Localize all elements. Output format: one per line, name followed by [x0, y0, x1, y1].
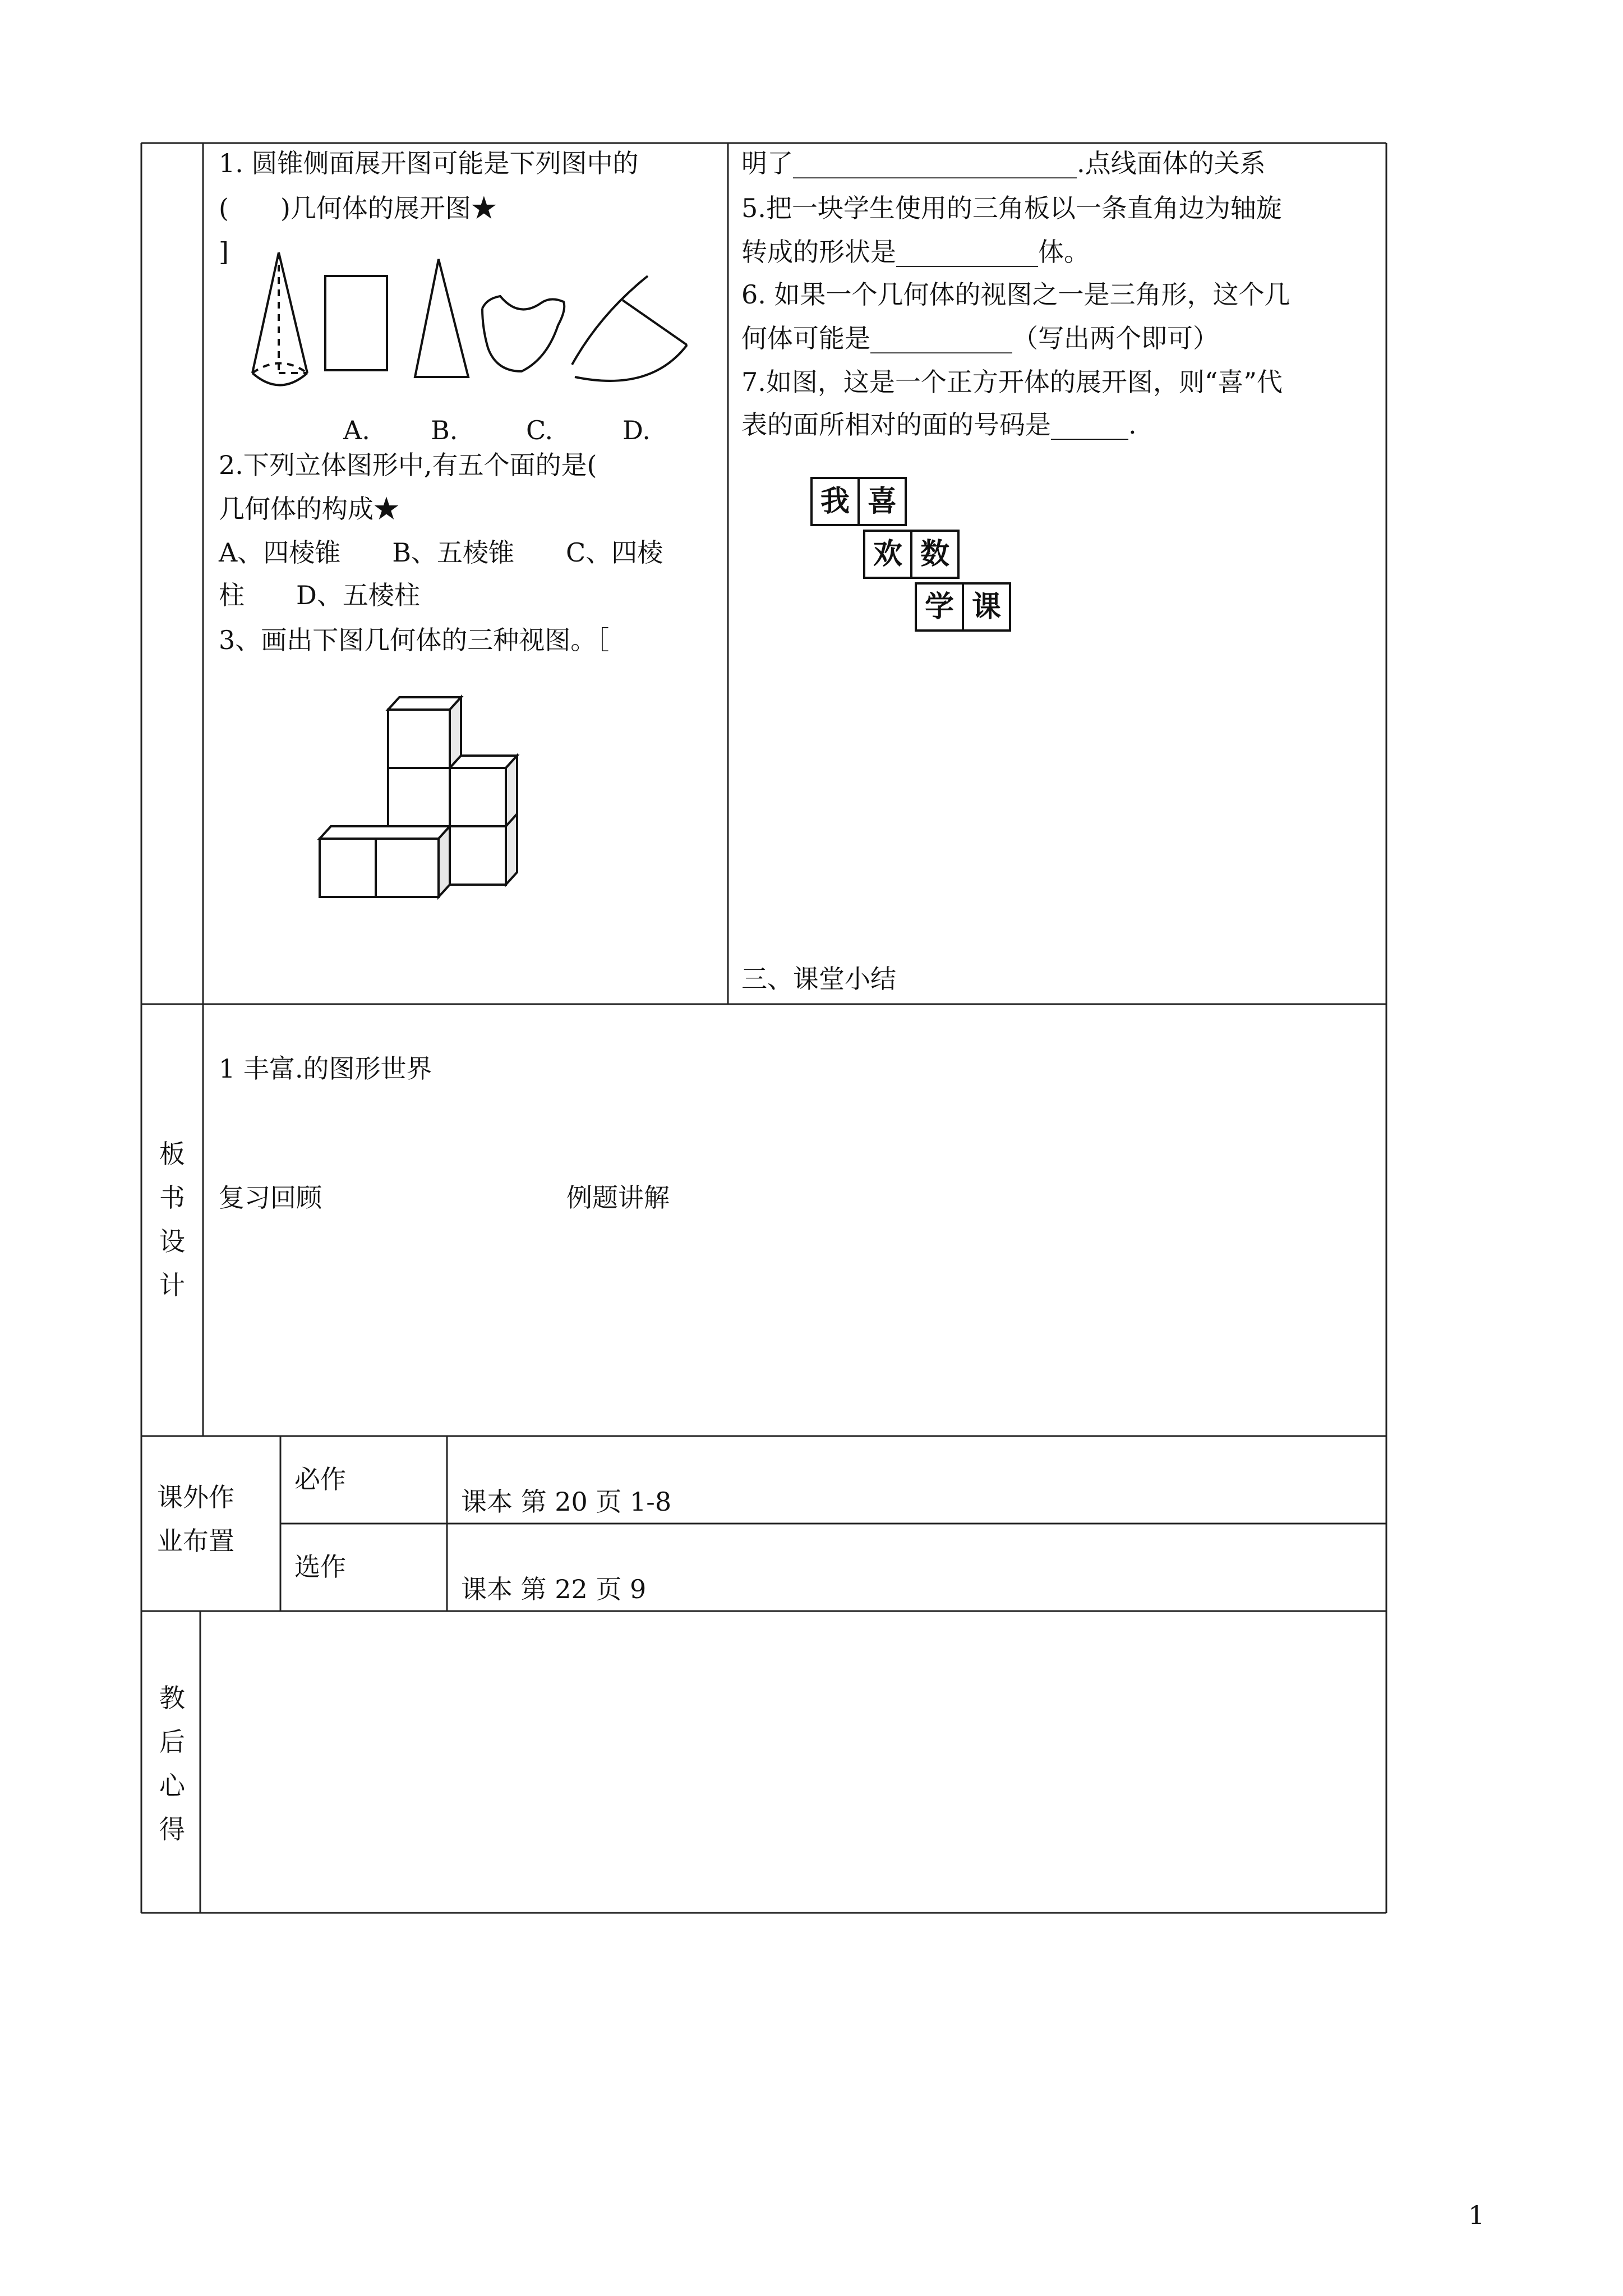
optional-content: 课本 第 22 页 9 — [461, 1574, 647, 1604]
question-1-line-3: ] — [219, 237, 229, 267]
rectangle-figure — [325, 276, 387, 370]
question-5-line-2: 转成的形状是___________体。 — [741, 237, 1090, 267]
required-label: 必作 — [294, 1464, 346, 1494]
triangle-figure — [415, 259, 468, 377]
question-2-options-line-2: 柱 D、五棱柱 — [219, 580, 420, 610]
question-1-line-1: 1. 圆锥侧面展开图可能是下列图中的 — [219, 148, 639, 178]
question-6-line-2: 何体可能是___________（写出两个即可） — [741, 323, 1219, 353]
homework-label-line-1: 课外作 — [157, 1482, 234, 1512]
cube-net-figure — [810, 477, 1018, 645]
question-7-line-1: 7.如图，这是一个正方开体的展开图，则“喜”代 — [741, 367, 1283, 397]
net-cell: 数 — [910, 530, 960, 579]
required-content: 课本 第 20 页 1-8 — [461, 1487, 672, 1517]
question-1-line-2: ( )几何体的展开图★ — [219, 193, 497, 223]
net-cell: 喜 — [857, 477, 907, 526]
curved-sector-figure — [572, 276, 687, 381]
option-d-label: D. — [623, 415, 651, 445]
net-cell: 我 — [810, 477, 860, 526]
net-cell: 课 — [962, 582, 1011, 632]
reflection-label: 教后心得 — [159, 1683, 185, 1844]
optional-label: 选作 — [294, 1552, 346, 1582]
option-c-label: C. — [526, 415, 554, 445]
question-2-line-1: 2.下列立体图形中,有五个面的是( — [219, 450, 597, 480]
class-summary-heading: 三、课堂小结 — [741, 964, 896, 994]
page-number: 1 — [1468, 2200, 1485, 2230]
stacked-cubes-figure — [314, 693, 527, 900]
board-review-label: 复习回顾 — [219, 1182, 322, 1213]
question-6-line-1: 6. 如果一个几何体的视图之一是三角形，这个几 — [741, 279, 1290, 310]
question-2-line-2: 几何体的构成★ — [219, 494, 399, 524]
question-5-line-1: 5.把一块学生使用的三角板以一条直角边为轴旋 — [741, 193, 1282, 223]
cone-figure — [252, 252, 307, 385]
question-3-line-1: 3、画出下图几何体的三种视图。［ — [219, 625, 610, 655]
board-examples-label: 例题讲解 — [566, 1182, 670, 1213]
sector-figure — [482, 296, 564, 371]
board-design-label: 板书设计 — [159, 1139, 185, 1300]
board-design-title: 1 丰富.的图形世界 — [219, 1053, 432, 1084]
homework-label-line-2: 业布置 — [157, 1526, 234, 1556]
option-a-label: A. — [343, 415, 370, 445]
question-7-line-2: 表的面所相对的面的号码是______. — [741, 409, 1137, 440]
question-2-options-line-1: A、四棱锥 B、五棱锥 C、四棱 — [219, 537, 663, 568]
net-cell: 学 — [915, 582, 964, 632]
net-figures — [241, 247, 701, 404]
net-cell: 欢 — [863, 530, 912, 579]
right-line-1: 明了______________________.点线面体的关系 — [741, 148, 1266, 178]
option-b-label: B. — [431, 415, 458, 445]
